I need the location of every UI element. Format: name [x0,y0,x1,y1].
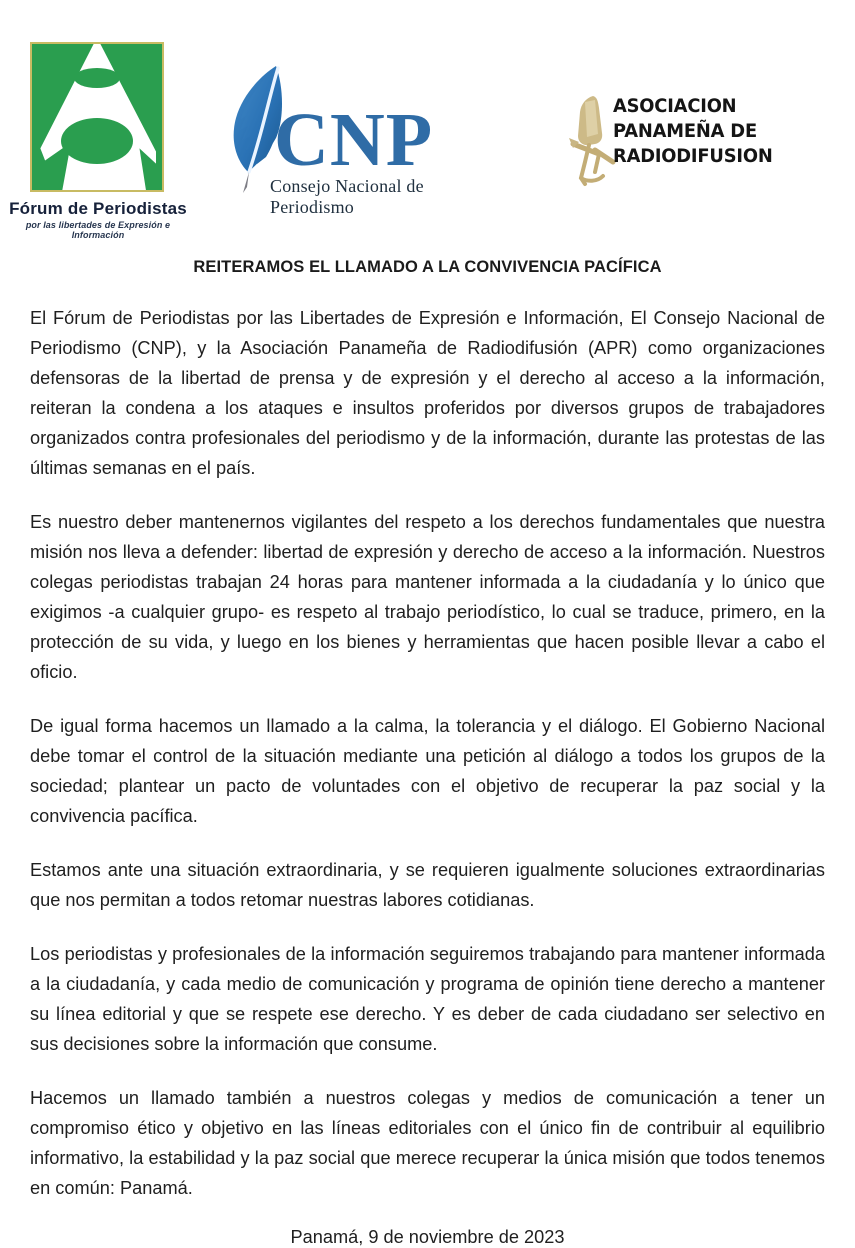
paragraph-5: Los periodistas y profesionales de la información seguiremos trabajando para mantener informada a la ciudadanía, y cada medio de comunicación y programa de opinión tiene derecho a mantener su línea editorial y que se respete ese derecho. Y es deber de cada ciudadano ser selectivo en sus decisiones sobre la información que consume. [30,944,825,1054]
cnp-acronym: CNP [274,98,434,182]
document-body [30,303,825,1248]
apr-line-1: ASOCIACION PANAMEÑA DE [613,95,757,142]
paragraph-2: Es nuestro deber mantenernos vigilantes del respeto a los derechos fundamentales que nuestra misión nos lleva a defender: libertad de expresión y derecho de acceso a la información. Nuestros colegas periodistas trabajan 24 horas para mantener informada a la ciudadanía y lo único que exigimos -a cualquier grupo- es respeto al trabajo periodístico, lo cual se traduce, primero, en la protección de su vida, y luego en los bienes y herramientas que hacen posible llevar a cabo el oficio. [30,512,825,682]
paragraph-6: Hacemos un llamado también a nuestros colegas y medios de comunicación a tener un compromiso ético y objetivo en las líneas editoriales con el único fin de contribuir al equilibrio informativo, la estabilidad y la paz social que merece recuperar la única misión que todos tenemos en común: Panamá. [30,1088,825,1198]
cnp-subtitle: Consejo Nacional de Periodismo [270,176,424,217]
apr-wordmark [613,94,845,169]
paragraph-1: El Fórum de Periodistas por las Libertades de Expresión e Información, El Consejo Nacional de Periodismo (CNP), y la Asociación Panameña de Radiodifusión (APR) como organizaciones defensoras de la libertad de prensa y de expresión y el derecho al acceso a la información, reiteran la condena a los ataques e insultos proferidos por diversos grupos de trabajadores organizados contra profesionales del periodismo y de la información, durante las protestas de las últimas semanas en el país. [30,308,825,478]
forum-de-periodistas-logo [8,42,188,240]
apr-line-2: RADIODIFUSION [613,145,773,167]
paragraph-4: Estamos ante una situación extraordinaria, y se requieren igualmente soluciones extraordinarias que nos permitan a todos retomar nuestras labores cotidianas. [30,860,825,910]
forum-arrow-mark-icon [30,42,164,192]
document-date: Panamá, 9 de noviembre de 2023 [290,1227,565,1247]
forum-logo-tagline: por las libertades de Expresión e Información [25,220,171,240]
page-title: REITERAMOS EL LLAMADO A LA CONVIVENCIA PACÍFICA [193,258,662,276]
forum-logo-name: Fórum de Periodistas [9,199,187,218]
apr-logo [565,88,845,188]
forum-wedge-shape [38,42,156,192]
paragraph-3: De igual forma hacemos un llamado a la calma, la tolerancia y el diálogo. El Gobierno Nacional debe tomar el control de la situación mediante una petición al diálogo a todos los grupos de la sociedad; plantear un pacto de voluntades con el objetivo de recuperar la paz social y la convivencia pacífica. [30,716,825,826]
forum-upper-ellipse [74,68,120,88]
logo-band [0,0,855,250]
forum-lower-ellipse [61,118,133,164]
cnp-logo [212,60,512,217]
